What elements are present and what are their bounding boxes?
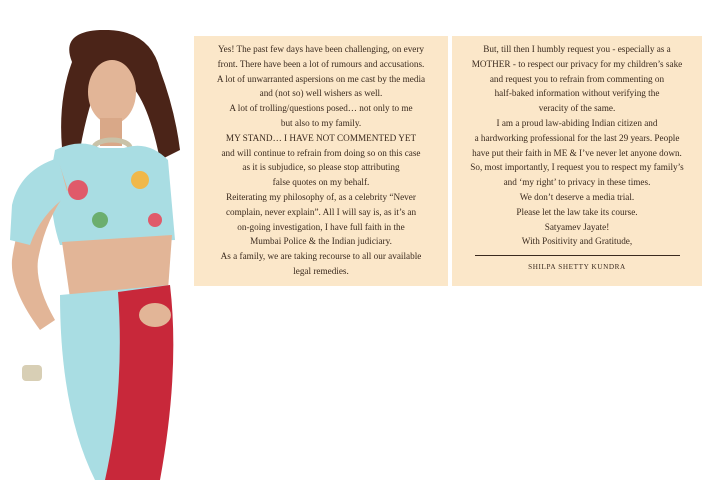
statement-line: So, most importantly, I request you to respect my family’s [470,162,684,173]
statement-line: Please let the law take its course. [516,206,638,217]
statement-line: With Positivity and Gratitude, [521,236,633,247]
statement-line: and will continue to refrain from doing so on this case [221,147,421,158]
statement-line: We don’t deserve a media trial. [519,191,635,202]
woman-in-saree-photo [0,30,195,480]
statement-line: and request you to refrain from commenting on [489,73,665,84]
statement-line: a hardworking professional for the last 29 years. People [474,132,680,143]
signature-name: SHILPA SHETTY KUNDRA [528,263,626,272]
statement-line: Satyamev Jayate! [544,221,610,232]
statement-line: and ‘my right’ to privacy in these times. [503,177,651,188]
statement-line: as it is subjudice, so please stop attributing [242,162,400,173]
statement-line: but also to my family. [280,117,362,128]
statement-line: legal remedies. [293,265,349,276]
signature-divider [475,255,680,256]
statement-line: Yes! The past few days have been challenging, on every [217,44,425,54]
statement-line: complain, never explain”. All I will say is, as it’s an [225,206,417,217]
statement-line: Mumbai Police & the Indian judiciary. [250,236,392,247]
statement-line: MOTHER - to respect our privacy for my children’s sake [471,58,683,69]
statement-line: As a family, we are taking recourse to all our available [220,251,422,262]
statement-line: Reiterating my philosophy of, as a celebrity “Never [226,191,416,202]
statement-line: But, till then I humbly request you - especially as a [483,44,671,54]
statement-line: A lot of trolling/questions posed… not only to me [229,103,413,114]
statement-line: MY STAND… I HAVE NOT COMMENTED YET [225,132,417,143]
statement-line: have put their faith in ME & I’ve never let anyone down. [472,147,682,158]
statement-line: A lot of unwarranted aspersions on me cast by the media [216,73,426,84]
statement-panel-left [194,36,448,286]
statement-line: I am a proud law-abiding Indian citizen and [496,117,658,128]
statement-line: front. There have been a lot of rumours and accusations. [217,58,425,69]
statement-line: and (not so) well wishers as well. [259,88,383,99]
statement-line: half-baked information without verifying the [494,88,660,99]
statement-line: on-going investigation, I have full faith in the [237,221,405,232]
statement-line: false quotes on my behalf. [272,177,370,188]
statement-line: veracity of the same. [538,103,616,114]
statement-panel-right [452,36,702,286]
